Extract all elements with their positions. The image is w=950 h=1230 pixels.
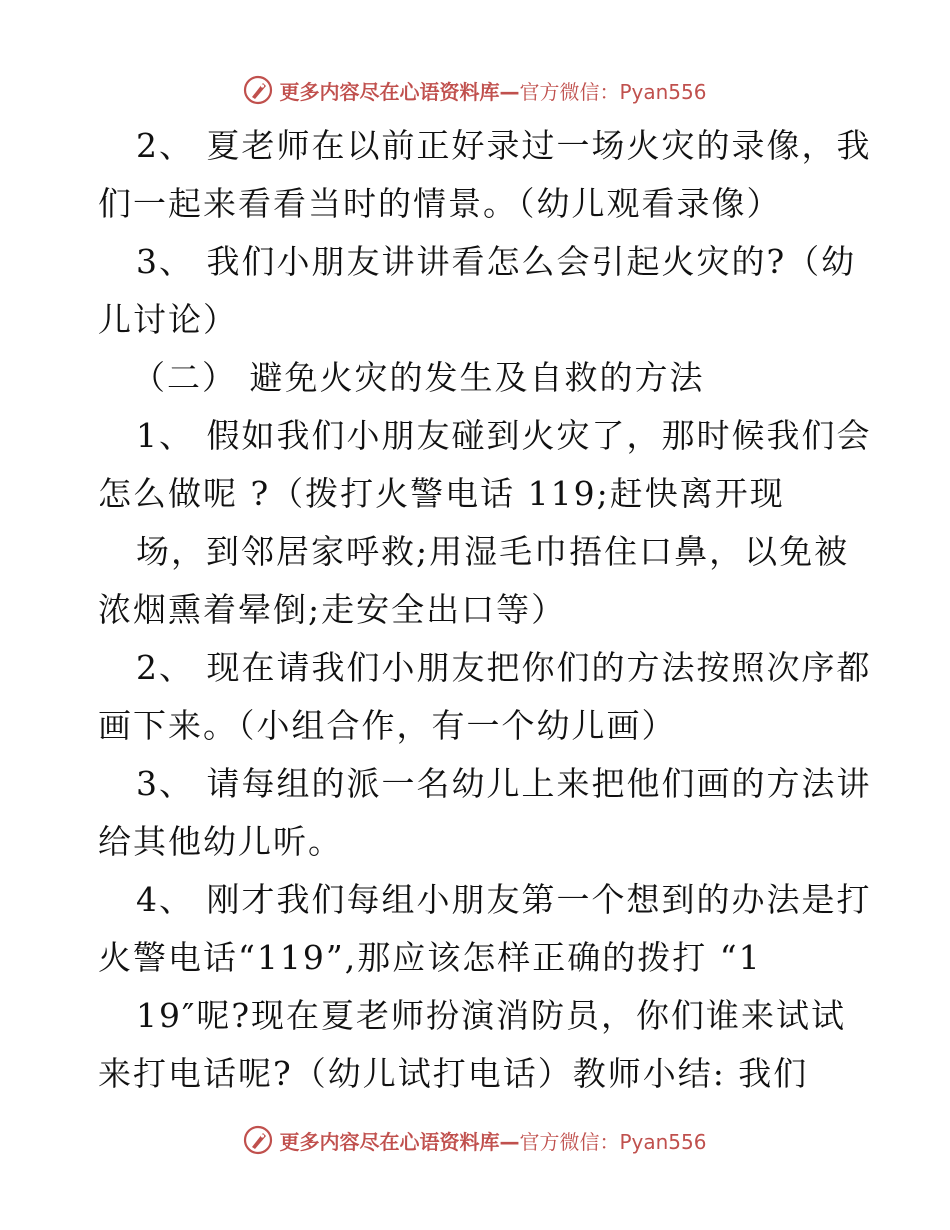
paragraph-line: 3、 请每组的派一名幼儿上来把他们画的方法讲: [136, 764, 872, 803]
paragraph-line: 19″呢?现在夏老师扮演消防员，你们谁来试试: [136, 996, 847, 1035]
paragraph-line: 们一起来看看当时的情景。（幼儿观看录像）: [98, 184, 782, 223]
document-body: [98, 117, 872, 1103]
paragraph-line: 火警电话“119”,那应该怎样正确的拨打 “1: [98, 938, 762, 977]
footer-banner-text: [279, 1126, 706, 1155]
header-banner-text: [279, 76, 706, 105]
paragraph-line: 浓烟熏着晕倒;走安全出口等）: [98, 590, 567, 629]
paragraph-line: 怎么做呢 ?（拨打火警电话 119;赶快离开现: [98, 474, 785, 513]
pen-nib-logo-icon: [243, 1125, 273, 1155]
paragraph-line: 画下来。（小组合作，有一个幼儿画）: [98, 706, 677, 745]
header-banner-wechat: 官方微信：Pyan556: [519, 79, 707, 104]
paragraph-line: 来打电话呢?（幼儿试打电话）教师小结: 我们: [98, 1054, 809, 1093]
pen-nib-logo-icon: [243, 75, 273, 105]
footer-banner: [0, 1122, 950, 1158]
header-banner-title: 更多内容尽在心语资料库—: [279, 79, 520, 104]
paragraph-line: 2、 现在请我们小朋友把你们的方法按照次序都: [136, 648, 872, 687]
footer-banner-wechat: 官方微信：Pyan556: [519, 1129, 707, 1154]
paragraph-line: 儿讨论）: [98, 300, 238, 339]
paragraph-line: 给其他幼儿听。: [98, 822, 343, 861]
paragraph-line: 场，到邻居家呼救;用湿毛巾捂住口鼻，以免被: [136, 532, 850, 571]
section-heading: （二） 避免火灾的发生及自救的方法: [132, 358, 705, 397]
header-banner: [0, 72, 950, 108]
footer-banner-title: 更多内容尽在心语资料库—: [279, 1129, 520, 1154]
paragraph-line: 3、 我们小朋友讲讲看怎么会引起火灾的?（幼: [136, 242, 857, 281]
paragraph-line: 2、 夏老师在以前正好录过一场火灾的录像，我: [136, 126, 872, 165]
paragraph-line: 4、 刚才我们每组小朋友第一个想到的办法是打: [136, 880, 872, 919]
paragraph-line: 1、 假如我们小朋友碰到火灾了，那时候我们会: [136, 416, 872, 455]
